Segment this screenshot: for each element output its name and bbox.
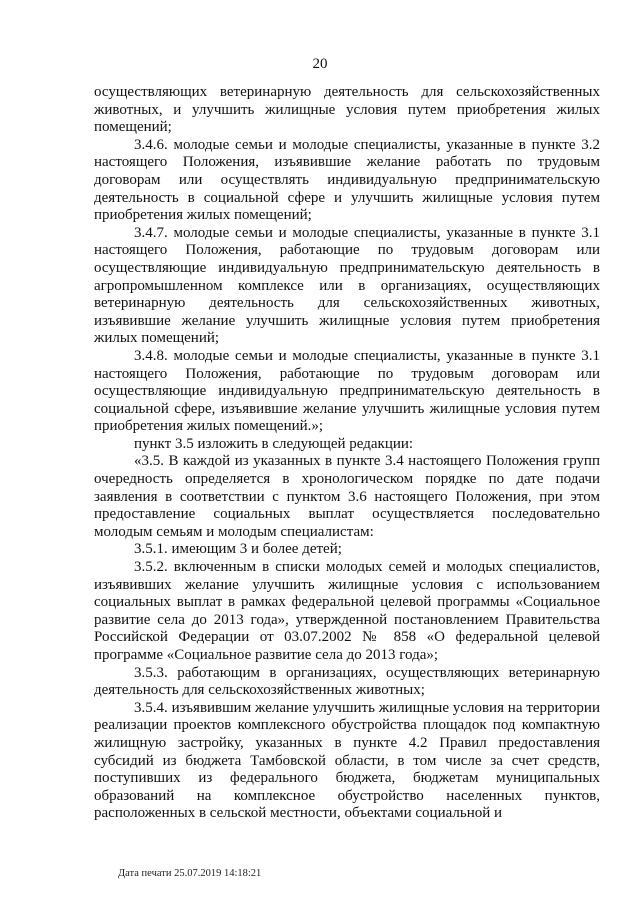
paragraph-3-4-8: 3.4.8. молодые семьи и молодые специалисты, указанные в пункте 3.1 настоящего Положения, работающие по трудовым договорам или осуществляющие индивидуальную предпринимательскую деятельность в социальной сфере, изъявившие желание улучшить жилищные условия путем приобретения жилых помещений.»; — [94, 347, 600, 435]
paragraph-3-5-1: 3.5.1. имеющим 3 и более детей; — [134, 541, 342, 558]
paragraph-clause-3-5-intro: пункт 3.5 изложить в следующей редакции: — [134, 435, 414, 452]
page-number: 20 — [312, 56, 328, 72]
paragraph-3-5-3: 3.5.3. работающим в организациях, осуществляющих ветеринарную деятельность для сельскохозяйственных животных; — [94, 664, 600, 699]
paragraph-3-4-6: 3.4.6. молодые семьи и молодые специалисты, указанные в пункте 3.2 настоящего Положения, изъявившие желание работать по трудовым договорам или осуществлять индивидуальную предпринимательскую деятельность в социальной сфере и улучшить жилищные условия путем приобретения жилых помещений; — [94, 136, 600, 224]
paragraph-3-5-4: 3.5.4. изъявившим желание улучшить жилищные условия на территории реализации проектов комплексного обустройства площадок под компактную жилищную застройку, указанных в пункте 4.2 Правил предоставления субсидий из бюджета Тамбовской области, в том числе за счет средств, поступивших из федерального бюджета, бюджетам муниципальных образований на комплексное обустройство населенных пунктов, расположенных в сельской местности, объектами социальной и — [94, 699, 600, 822]
document-body — [94, 84, 600, 823]
paragraph-3-4-7: 3.4.7. молодые семьи и молодые специалисты, указанные в пункте 3.1 настоящего Положения, работающие по трудовым договорам или осуществляющие индивидуальную предпринимательскую деятельность в агропромышленном комплексе или в организациях, осуществляющих ветеринарную деятельность для сельскохозяйственных животных, изъявившие желание улучшить жилищные условия путем приобретения жилых помещений; — [94, 224, 600, 347]
print-date-footer: Дата печати 25.07.2019 14:18:21 — [118, 868, 262, 879]
paragraph-3-5: «3.5. В каждой из указанных в пункте 3.4 настоящего Положения групп очередность определяется в хронологическом порядке по дате подачи заявления в соответствии с пунктом 3.6 настоящего Положения, при этом предоставление социальных выплат осуществляется последовательно молодым семьям и молодым специалистам: — [94, 453, 600, 540]
paragraph-3-5-2: 3.5.2. включенным в списки молодых семей и молодых специалистов, изъявивших желание улучшить жилищные условия с использованием социальных выплат в рамках федеральной целевой программы «Социальное развитие села до 2013 года», утвержденной постановлением Правительства Российской Федерации от 03.07.2002 № 858 «О федеральной целевой программе «Социальное развитие села до 2013 года»; — [94, 559, 600, 663]
paragraph-continuation: осуществляющих ветеринарную деятельность для сельскохозяйственных животных, и улучшить жилищные условия путем приобретения жилых помещений; — [94, 84, 600, 136]
